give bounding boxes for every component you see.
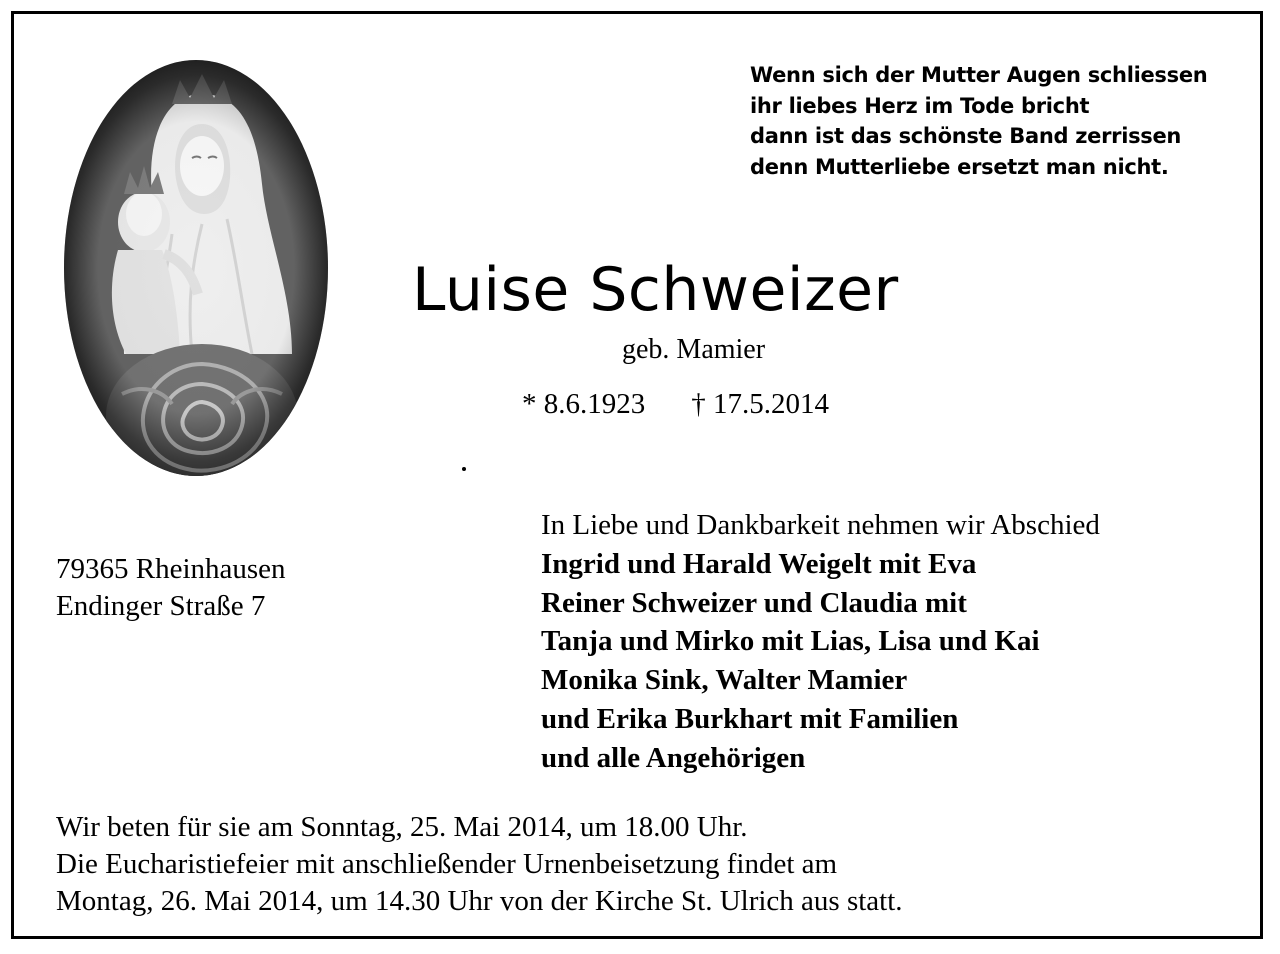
birth-date: * 8.6.1923 [522, 388, 646, 420]
poem-line: Wenn sich der Mutter Augen schliessen [750, 63, 1208, 87]
address [56, 551, 286, 625]
mourners [541, 506, 1100, 778]
mourner-line: und Erika Burkhart mit Familien [541, 702, 959, 735]
mourner-line: Monika Sink, Walter Mamier [541, 664, 908, 697]
mourner-line: und alle Angehörigen [541, 741, 806, 774]
life-dates [522, 385, 829, 423]
madonna-with-child-and-rose-icon [52, 54, 340, 482]
poem-line: ihr liebes Herz im Tode bricht [750, 93, 1090, 118]
separator-dot [462, 467, 466, 471]
mourners-intro: In Liebe und Dankbarkeit nehmen wir Abschied [541, 509, 1100, 541]
address-line: Endinger Straße 7 [56, 590, 266, 622]
poem-line: denn Mutterliebe ersetzt man nicht. [750, 154, 1169, 179]
poem [750, 60, 1230, 182]
address-line: 79365 Rheinhausen [56, 553, 286, 585]
mourner-line: Ingrid und Harald Weigelt mit Eva [541, 547, 977, 580]
service-line: Montag, 26. Mai 2014, um 14.30 Uhr von der Kirche St. Ulrich aus statt. [56, 885, 903, 917]
service-line: Die Eucharistiefeier mit anschließender Urnenbeisetzung findet am [56, 848, 838, 880]
deceased-name: Luise Schweizer [412, 255, 899, 325]
maiden-name: geb. Mamier [622, 334, 766, 365]
death-date: † 17.5.2014 [691, 388, 829, 420]
poem-line: dann ist das schönste Band zerrissen [750, 124, 1182, 148]
mourner-line: Tanja und Mirko mit Lias, Lisa und Kai [541, 625, 1040, 658]
service-details [56, 809, 903, 920]
service-line: Wir beten für sie am Sonntag, 25. Mai 2014, um 18.00 Uhr. [56, 811, 748, 843]
mourner-line: Reiner Schweizer und Claudia mit [541, 586, 967, 619]
